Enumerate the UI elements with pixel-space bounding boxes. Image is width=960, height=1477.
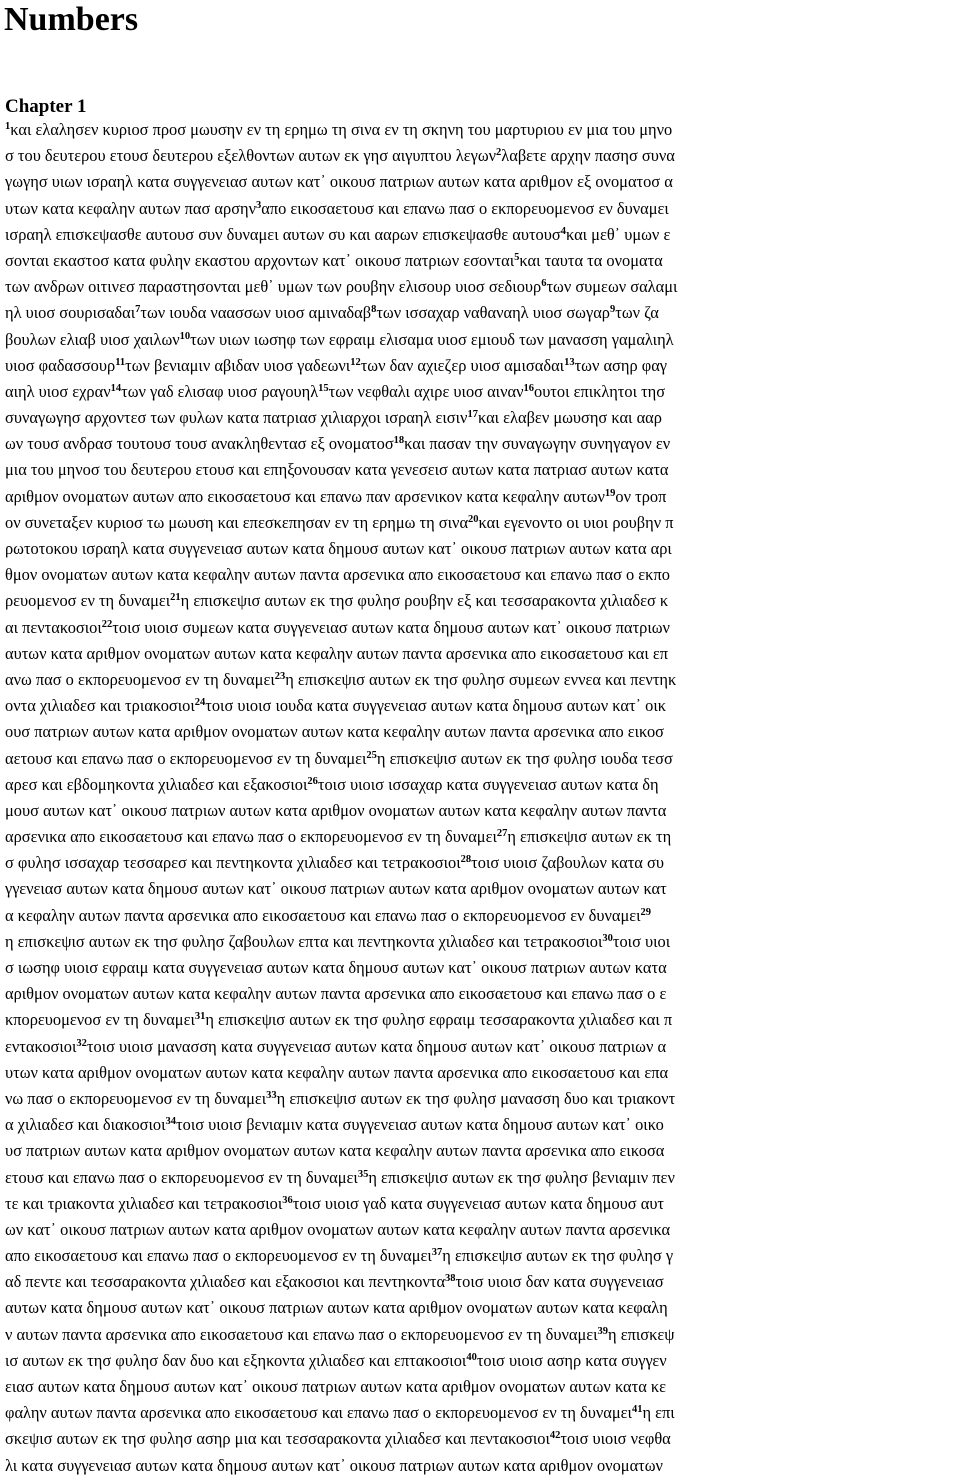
verse-text: αετουσ και επανω πασ ο εκπορευομενοσ εν τη δυναμει [5, 748, 367, 768]
text-line [5, 1163, 955, 1189]
verse-text: και μεθ᾽ υμων ε [565, 224, 671, 244]
text-line [5, 115, 955, 141]
verse-text: οντα χιλιαδεσ και τριακοσιοι [5, 696, 195, 716]
text-line [5, 403, 955, 429]
verse-number: 9 [609, 304, 616, 316]
verse-number: 3 [256, 199, 262, 211]
text-line [5, 482, 955, 508]
verse-text: σκεψισ αυτων εκ τησ φυλησ ασηρ μια και τεσσαρακοντα χιλιαδεσ και πεντακοσιοι [5, 1429, 550, 1449]
verse-number: 35 [357, 1168, 369, 1180]
verse-text: ετουσ και επανω πασ ο εκπορευομενοσ εν τη δυναμει [5, 1167, 358, 1187]
text-line [5, 979, 955, 1005]
verse-text: λι κατα συγγενειασ αυτων κατα δημουσ αυτων κατ᾽ οικουσ πατριων αυτων κατα αριθμον ονοματων [5, 1455, 663, 1475]
verse-number: 19 [604, 487, 616, 499]
text-line [5, 1110, 955, 1136]
verse-text: η επισκεψισ αυτων εκ τησ φυλησ γ [442, 1246, 674, 1266]
verse-text: σ φυλησ ισσαχαρ τεσσαρεσ και πεντηκοντα χιλιαδεσ και τετρακοσιοι [5, 853, 461, 873]
verse-number: 39 [597, 1325, 609, 1337]
verse-number: 37 [431, 1247, 443, 1259]
verse-number: 25 [366, 749, 377, 761]
verse-number: 7 [135, 304, 141, 316]
verse-text: ρευομενοσ εν τη δυναμει [5, 591, 171, 611]
verse-text: των ισσαχαρ ναθαναηλ υιοσ σωγαρ [376, 303, 610, 323]
verse-text: κπορευομενοσ εν τη δυναμει [5, 1010, 195, 1030]
verse-number: 22 [101, 618, 113, 630]
verse-number: 32 [76, 1037, 87, 1049]
text-line [5, 665, 955, 691]
verse-number: 41 [631, 1404, 643, 1416]
verse-text: τοισ υιοισ ασηρ κατα συγγεν [476, 1350, 667, 1370]
verse-text: τοισ υιοισ δαν κατα συγγενειασ [455, 1272, 664, 1292]
text-line [5, 744, 955, 770]
text-line [5, 508, 955, 534]
verse-text: η επι [642, 1403, 675, 1423]
book-title: Numbers [4, 1, 139, 38]
verse-text: ειασ αυτων κατα δημουσ αυτων κατ᾽ οικουσ πατριων αυτων κατα αριθμον ονοματων αυτων κατα κε [5, 1377, 667, 1396]
verse-number: 31 [194, 1011, 206, 1023]
verse-text: τοισ υιοισ βενιαμιν κατα συγγενειασ αυτων κατα δημουσ αυτων κατ᾽ οικο [176, 1115, 664, 1135]
verse-text: γωγησ υιων ισραηλ κατα συγγενειασ αυτων κατ᾽ οικουσ πατριων αυτων κατα αριθμον εξ ονοματοσ α [5, 172, 673, 192]
text-line [5, 953, 955, 979]
text-line [5, 560, 955, 586]
verse-text: ον συνεταξεν κυριοσ τω μωυση και επεσκεπησαν εν τη ερημω τη σινα [5, 512, 469, 532]
verse-text: αρσενικα απο εικοσαετουσ και επανω πασ ο εκπορευομενοσ εν τη δυναμει [5, 827, 497, 847]
text-line [5, 691, 955, 717]
verse-number: 29 [640, 906, 652, 918]
verse-text: των υιων ιωσηφ των εφραιμ ελισαμα υιοσ εμιουδ των μανασση γαμαλιηλ [190, 329, 674, 349]
verse-text: βουλων ελιαβ υιοσ χαιλων [5, 329, 180, 349]
verse-number: 11 [115, 356, 126, 368]
chapter-heading: Chapter 1 [5, 96, 87, 117]
text-line [5, 455, 955, 481]
verse-text: ον τροπ [615, 486, 667, 506]
verse-text: ων κατ᾽ οικουσ πατριων αυτων κατα αριθμον ονοματων αυτων κατα κεφαλην αυτων παντα αρσενικα [5, 1219, 671, 1239]
verse-number: 6 [541, 278, 547, 290]
verse-text: η επισκεψισ αυτων εκ τη [507, 827, 672, 847]
verse-number: 18 [393, 435, 405, 447]
verse-number: 34 [165, 1116, 177, 1128]
verse-text: η επισκεψισ αυτων εκ τησ φυλησ συμεων εννεα και πεντηκ [285, 669, 677, 689]
verse-number: 36 [282, 1194, 293, 1206]
text-line [5, 1451, 955, 1477]
verse-number: 20 [468, 513, 479, 525]
verse-text: α κεφαλην αυτων παντα αρσενικα απο εικοσαετουσ και επανω πασ ο εκπορευομενοσ εν δυναμει [5, 905, 641, 925]
verse-text: ανω πασ ο εκπορευομενοσ εν τη δυναμει [5, 669, 275, 689]
verse-text: σ του δευτερου ετουσ δευτερου εξελθοντων αυτων εκ γησ αιγυπτου λεγων [5, 146, 497, 166]
text-line [5, 351, 955, 377]
verse-text: και πασαν την συναγωγην συνηγαγον εν [404, 434, 671, 454]
verse-text: τοισ υιοισ ιουδα κατα συγγενειασ αυτων κατα δημουσ αυτων κατ᾽ οικ [205, 696, 667, 716]
verse-number: 13 [564, 356, 575, 368]
verse-text: υτων κατα κεφαλην αυτων πασ αρσην [5, 198, 257, 218]
verse-number: 14 [110, 382, 122, 394]
verse-text: η επισκεψισ αυτων εκ τησ φυλησ εφραιμ τεσσαρακοντα χιλιαδεσ και π [205, 1010, 673, 1030]
verse-number: 24 [194, 697, 206, 709]
verse-text: ουτοι επικλητοι τησ [534, 381, 666, 401]
verse-text: υτων κατα αριθμον ονοματων αυτων κατα κεφαλην αυτων παντα αρσενικα απο εικοσαετουσ και επα [5, 1062, 669, 1082]
verse-text: ρωτοτοκου ισραηλ κατα συγγενειασ αυτων κατα δημουσ αυτων κατ᾽ οικουσ πατριων αυτων κατα αρι [5, 539, 672, 558]
text-line [5, 325, 955, 351]
text-line [5, 1372, 955, 1398]
text-line [5, 1058, 955, 1084]
verse-text: νω πασ ο εκπορευομενοσ εν τη δυναμει [5, 1088, 267, 1108]
verse-text: αριθμον ονοματων αυτων απο εικοσαετουσ και επανω παν αρσενικον κατα κεφαλην αυτων [5, 486, 605, 506]
verse-text: αρεσ και εβδομηκοντα χιλιαδεσ και εξακοσιοι [5, 774, 308, 794]
verse-text: αδ πεντε και τεσσαρακοντα χιλιαδεσ και εξακοσιοι και πεντηκοντα [5, 1272, 446, 1292]
verse-number: 40 [466, 1351, 477, 1363]
verse-text: υσ πατριων αυτων κατα αριθμον ονοματων αυτων κατα κεφαλην αυτων παντα αρσενικα απο εικοσα [5, 1141, 665, 1161]
verse-number: 23 [274, 670, 286, 682]
verse-text: τοισ υιοισ ισσαχαρ κατα συγγενειασ αυτων κατα δη [317, 774, 659, 794]
text-line [5, 717, 955, 743]
verse-number: 30 [602, 932, 613, 944]
text-line [5, 1032, 955, 1058]
text-line [5, 167, 955, 193]
verse-number: 26 [307, 775, 318, 787]
verse-text: α χιλιαδεσ και διακοσιοι [5, 1115, 166, 1135]
verse-text: ν αυτων παντα αρσενικα απο εικοσαετουσ και επανω πασ ο εκπορευομενοσ εν τη δυναμει [5, 1324, 598, 1344]
verse-number: 17 [467, 409, 478, 421]
verse-number: 5 [514, 251, 520, 263]
text-line [5, 1320, 955, 1346]
verse-number: 21 [170, 592, 181, 604]
text-line [5, 298, 955, 324]
verse-text: απο εικοσαετουσ και επανω πασ ο εκπορευομενοσ εν δυναμει [261, 198, 669, 218]
verse-text: και ταυτα τα ονοματα [519, 250, 663, 270]
verse-text: υιοσ φαδασσουρ [5, 355, 116, 375]
text-line [5, 1293, 955, 1319]
text-line [5, 194, 955, 220]
verse-text: τε και τριακοντα χιλιαδεσ και τετρακοσιοι [5, 1193, 283, 1213]
verse-text: η επισκεψισ αυτων εκ τησ φυλησ ιουδα τεσσ [376, 748, 673, 768]
verse-text: τοισ υιοισ μανασση κατα συγγενειασ αυτων κατα δημουσ αυτων κατ᾽ οικουσ πατριων α [86, 1036, 667, 1056]
verse-number: 16 [523, 382, 534, 394]
verse-text: και εγενοντο οι υιοι ρουβην π [478, 512, 674, 532]
verse-text: μουσ αυτων κατ᾽ οικουσ πατριων αυτων κατα αριθμον ονοματων αυτων κατα κεφαλην αυτων παντα [5, 800, 667, 820]
verse-text: ισ αυτων εκ τησ φυλησ δαν δυο και εξηκοντα χιλιαδεσ και επτακοσιοι [5, 1350, 467, 1370]
text-line [5, 1005, 955, 1031]
verse-text: των συμεων σαλαμι [546, 277, 678, 297]
verse-text: των ανδρων οιτινεσ παραστησονται μεθ᾽ υμων των ρουβην ελισουρ υιοσ σεδιουρ [5, 277, 542, 297]
text-line [5, 1398, 955, 1424]
verse-text: ουσ πατριων αυτων κατα αριθμον ονοματων αυτων κατα κεφαλην αυτων παντα αρσενικα απο εικοσ [5, 722, 664, 742]
verse-text: θμον ονοματων αυτων κατα κεφαλην αυτων παντα αρσενικα απο εικοσαετουσ και επανω πασ ο εκπο [5, 565, 670, 585]
text-line [5, 770, 955, 796]
verse-text: η επισκεψισ αυτων εκ τησ φυλησ ζαβουλων επτα και πεντηκοντα χιλιαδεσ και τετρακοσιοι [5, 931, 603, 951]
verse-text: τοισ υιοισ ζαβουλων κατα συ [471, 853, 664, 873]
verse-text: τοισ υιοισ νεφθα [560, 1429, 671, 1449]
verse-text: η επισκεψισ αυτων εκ τησ φυλησ ρουβην εξ και τεσσαρακοντα χιλιαδεσ κ [180, 591, 669, 611]
verse-text: σ ιωσηφ υιοισ εφραιμ κατα συγγενειασ αυτων κατα δημουσ αυτων κατ᾽ οικουσ πατριων αυτων κατα [5, 958, 667, 977]
verse-text: και ελαβεν μωυσησ και ααρ [477, 408, 662, 428]
verse-text: και ελαλησεν κυριοσ προσ μωυσην εν τη ερημω τη σινα εν τη σκηνη του μαρτυριου εν μια του μηνο [10, 120, 673, 139]
text-line [5, 1424, 955, 1450]
verse-number: 4 [560, 225, 566, 237]
verse-number: 10 [179, 330, 191, 342]
text-line [5, 534, 955, 560]
text-line [5, 1241, 955, 1267]
verse-text: των ζα [615, 303, 659, 323]
verse-text: τοισ υιοισ συμεων κατα συγγενειασ αυτων κατα δημουσ αυτων κατ᾽ οικουσ πατριων [112, 617, 670, 637]
verse-text: ων τουσ ανδρασ τουτουσ τουσ ανακληθεντασ εξ ονοματοσ [5, 434, 394, 454]
verse-text: αι πεντακοσιοι [5, 617, 102, 637]
verse-text: λαβετε αρχην πασησ συνα [501, 146, 675, 166]
verse-text: των ασηρ φαγ [574, 355, 668, 375]
verse-text: η επισκεψισ αυτων εκ τησ φυλησ μανασση δυο και τριακοντ [276, 1088, 676, 1108]
verse-text: σονται εκαστοσ κατα φυλην εκαστου αρχοντων κατ᾽ οικουσ πατριων εσονται [5, 250, 515, 270]
verse-number: 15 [318, 382, 329, 394]
verse-text: συναγωγησ αρχοντεσ των φυλων κατα πατριασ χιλιαρχοι ισραηλ εισιν [5, 408, 468, 428]
verse-text: απο εικοσαετουσ και επανω πασ ο εκπορευομενοσ εν τη δυναμει [5, 1246, 432, 1266]
text-line [5, 272, 955, 298]
text-line [5, 1084, 955, 1110]
verse-text: των βενιαμιν αβιδαν υιοσ γαδεωνι [125, 355, 351, 375]
verse-text: η επισκεψισ αυτων εκ τησ φυλησ βενιαμιν πεν [368, 1167, 675, 1187]
verse-text: αυτων κατα δημουσ αυτων κατ᾽ οικουσ πατριων αυτων κατα αριθμον ονοματων αυτων κατα κεφαλη [5, 1298, 668, 1318]
text-line [5, 1346, 955, 1372]
text-line [5, 429, 955, 455]
verse-number: 12 [350, 356, 361, 368]
verse-text: των δαν αχιεζερ υιοσ αμισαδαι [360, 355, 565, 375]
verse-text: των νεφθαλι αχιρε υιοσ αιναν [328, 381, 524, 401]
verse-text: των ιουδα ναασσων υιοσ αμιναδαβ [140, 303, 372, 323]
verse-number: 42 [549, 1430, 561, 1442]
verse-text: αριθμον ονοματων αυτων κατα κεφαλην αυτων παντα αρσενικα απο εικοσαετουσ και επανω πασ ο ε [5, 984, 667, 1004]
verse-text: μια του μηνοσ του δευτερου ετουσ και επηξονουσαν κατα γενεσεισ αυτων κατα πατριασ αυτων κατα [5, 460, 669, 480]
text-line [5, 639, 955, 665]
verse-text: των γαδ ελισαφ υιοσ ραγουηλ [121, 381, 319, 401]
text-line [5, 141, 955, 167]
verse-text: η επισκεψ [608, 1324, 675, 1344]
verse-text: εντακοσιοι [5, 1036, 77, 1056]
text-line [5, 796, 955, 822]
verse-text: αιηλ υιοσ εχραν [5, 381, 111, 401]
verse-text: ηλ υιοσ σουρισαδαι [5, 303, 136, 323]
text-line [5, 246, 955, 272]
text-line [5, 220, 955, 246]
text-line [5, 377, 955, 403]
verse-number: 28 [460, 854, 472, 866]
verse-number: 27 [496, 828, 508, 840]
text-line [5, 1215, 955, 1241]
text-line [5, 586, 955, 612]
text-line [5, 613, 955, 639]
text-line [5, 1136, 955, 1162]
text-line [5, 848, 955, 874]
verse-number: 33 [266, 1089, 277, 1101]
text-line [5, 1267, 955, 1293]
text-line [5, 1189, 955, 1215]
verse-text: ισραηλ επισκεψασθε αυτουσ συν δυναμει αυτων συ και ααρων επισκεψασθε αυτουσ [5, 224, 561, 244]
verse-text: τοισ υιοισ γαδ κατα συγγενειασ αυτων κατα δημουσ αυτ [292, 1193, 665, 1213]
verse-number: 1 [5, 121, 11, 132]
verse-number: 38 [445, 1273, 456, 1285]
verse-text: αυτων κατα αριθμον ονοματων αυτων κατα κεφαλην αυτων παντα αρσενικα απο εικοσαετουσ και επ [5, 643, 669, 663]
verse-text: γγενειασ αυτων κατα δημουσ αυτων κατ᾽ οικουσ πατριων αυτων κατα αριθμον ονοματων αυτων κατ [5, 879, 667, 899]
text-line [5, 874, 955, 900]
text-line [5, 822, 955, 848]
text-line [5, 927, 955, 953]
verse-text: φαλην αυτων παντα αρσενικα απο εικοσαετουσ και επανω πασ ο εκπορευομενοσ εν τη δυναμει [5, 1403, 632, 1423]
verse-text: τοισ υιοι [612, 931, 671, 951]
verse-number: 8 [371, 304, 377, 316]
chapter-text [5, 115, 955, 1477]
verse-number: 2 [496, 147, 502, 159]
text-line [5, 901, 955, 927]
